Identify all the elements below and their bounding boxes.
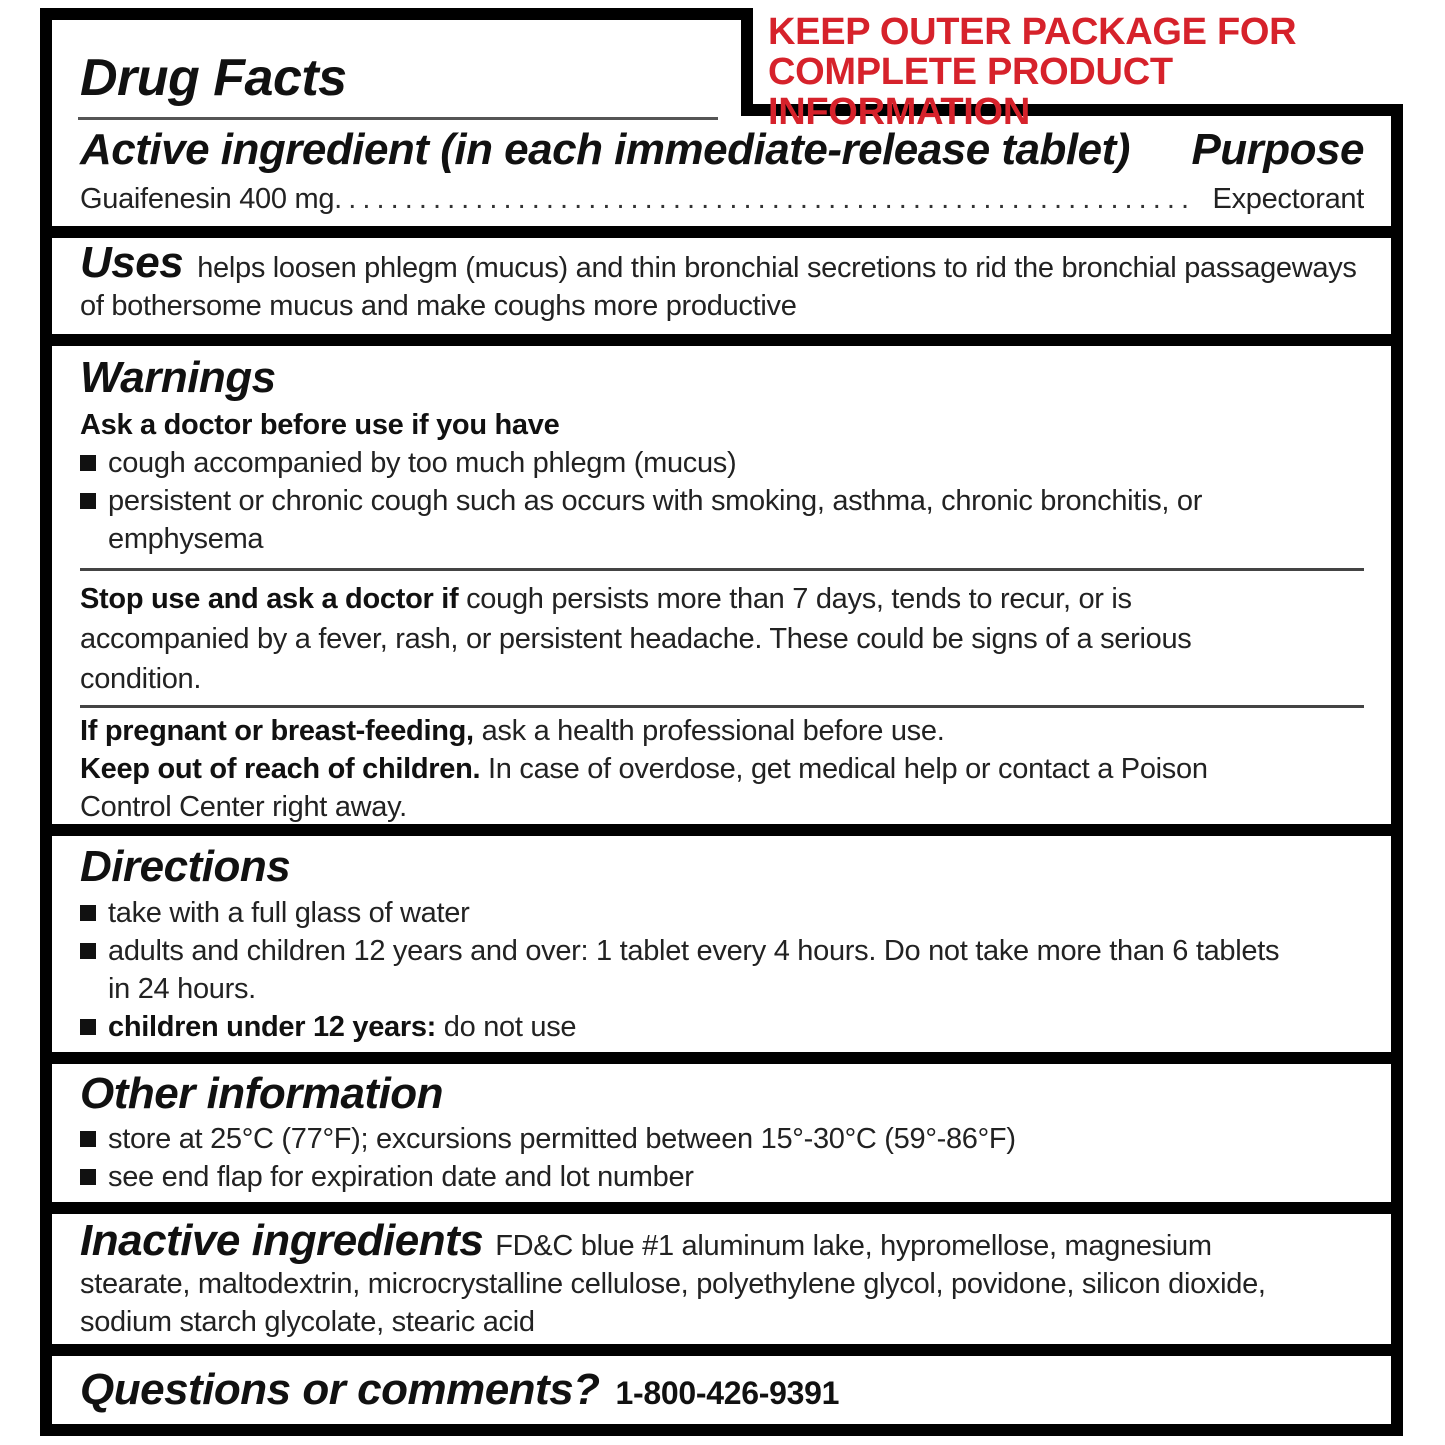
directions-heading: Directions xyxy=(80,842,291,891)
inactive-ingredients-text: FD&C blue #1 aluminum lake, hypromellose, magnesium stearate, maltodextrin, microcrystalline cellulose, polyethylene glycol, povidone, silicon dioxide, sodium starch glycolate, stearic acid xyxy=(80,1230,1266,1338)
questions-phone: 1-800-426-9391 xyxy=(615,1375,840,1411)
uses-text: helps loosen phlegm (mucus) and thin bronchial secretions to rid the bronchial passageways of bothersome mucus and make coughs more productive xyxy=(80,252,1357,322)
stop-use-label: Stop use and ask a doctor if xyxy=(80,583,459,615)
pregnant-text: ask a health professional before use. xyxy=(473,715,945,747)
section-divider-1 xyxy=(40,226,1403,238)
border-right xyxy=(1391,104,1403,1436)
directions-section xyxy=(52,838,1392,1052)
other-information-heading: Other information xyxy=(80,1069,444,1118)
purpose-value: Expectorant xyxy=(1212,183,1364,215)
questions-section xyxy=(52,1358,1392,1424)
keep-package-notice xyxy=(768,12,1388,132)
pregnant-label: If pregnant or breast-feeding, xyxy=(80,715,474,747)
warnings-section xyxy=(52,348,1392,824)
drug-facts-title: Drug Facts xyxy=(80,49,347,107)
directions-item xyxy=(80,1008,1364,1046)
ask-doctor-heading: Ask a doctor before use if you have xyxy=(80,409,560,441)
section-divider-6 xyxy=(40,1344,1403,1356)
bullet-square-icon xyxy=(80,905,96,921)
title-underline xyxy=(78,117,718,120)
uses-heading: Uses xyxy=(80,238,184,287)
active-ingredient-section xyxy=(52,124,1392,224)
keep-out-paragraph xyxy=(80,750,1364,826)
children-under-12-label: children under 12 years: xyxy=(108,1011,437,1043)
bullet-square-icon xyxy=(80,493,96,509)
other-information-item: see end flap for expiration date and lot number xyxy=(80,1158,1364,1196)
inactive-ingredients-heading: Inactive ingredients xyxy=(80,1216,484,1265)
border-left xyxy=(40,8,52,1436)
inactive-ingredients-section xyxy=(52,1216,1392,1344)
keep-out-text: In case of overdose, get medical help or contact a Poison Control Center right away. xyxy=(80,753,1208,823)
ask-doctor-item: cough accompanied by too much phlegm (mucus) xyxy=(80,444,1364,482)
uses-section xyxy=(52,240,1392,334)
warnings-rule-1 xyxy=(80,568,1364,571)
bullet-square-icon xyxy=(80,1169,96,1185)
notice-line-1: KEEP OUTER PACKAGE FOR xyxy=(768,11,1297,53)
section-divider-2 xyxy=(40,334,1403,346)
ask-doctor-item: persistent or chronic cough such as occurs with smoking, asthma, chronic bronchitis, or emphysema xyxy=(80,482,1364,558)
directions-item: take with a full glass of water xyxy=(80,894,1364,932)
notice-line-2: COMPLETE PRODUCT INFORMATION xyxy=(768,51,1173,133)
bullet-square-icon xyxy=(80,455,96,471)
section-divider-4 xyxy=(40,1052,1403,1064)
stop-use-paragraph xyxy=(80,579,1364,699)
other-information-item: store at 25°C (77°F); excursions permitted between 15°-30°C (59°-86°F) xyxy=(80,1120,1364,1158)
bullet-square-icon xyxy=(80,943,96,959)
section-divider-5 xyxy=(40,1202,1403,1214)
warnings-rule-2 xyxy=(80,705,1364,708)
bullet-square-icon xyxy=(80,1019,96,1035)
stop-use-text: cough persists more than 7 days, tends to recur, or is accompanied by a fever, rash, or persistent headache. These could be signs of a serious condition. xyxy=(80,583,1192,695)
bullet-square-icon xyxy=(80,1131,96,1147)
border-title-right xyxy=(741,8,753,116)
ingredient-name: Guaifenesin 400 mg xyxy=(80,183,335,215)
active-ingredient-row xyxy=(80,180,1364,218)
children-under-12-text: do not use xyxy=(436,1011,577,1043)
questions-heading: Questions or comments? xyxy=(80,1365,600,1414)
keep-out-label: Keep out of reach of children. xyxy=(80,753,481,785)
border-top-title xyxy=(40,8,753,20)
active-ingredient-heading: Active ingredient (in each immediate-release tablet) xyxy=(80,125,1130,174)
directions-item: adults and children 12 years and over: 1 tablet every 4 hours. Do not take more than 6 tablets in 24 hours. xyxy=(80,932,1364,1008)
dot-leader: . . . . . . . . . . . . . . . . . . . . . . . . . . . . . . . . . . . . . . . . . . . . . . . . . . . . . . . . . . . . . xyxy=(334,183,1189,215)
purpose-heading: Purpose xyxy=(1191,125,1364,174)
border-bottom xyxy=(40,1424,1403,1436)
warnings-heading: Warnings xyxy=(80,353,276,402)
other-information-section xyxy=(52,1066,1392,1202)
pregnant-paragraph xyxy=(80,712,1364,750)
